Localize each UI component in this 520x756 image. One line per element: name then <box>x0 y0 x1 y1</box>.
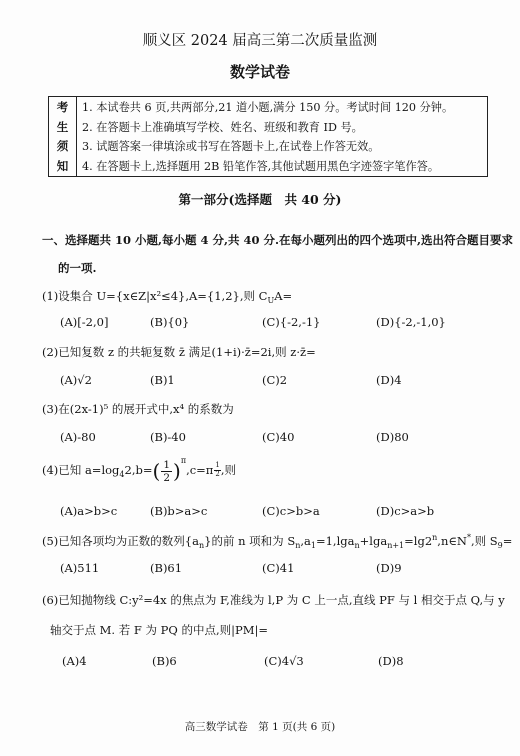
option-a: (A)√2 <box>60 373 92 387</box>
fraction <box>161 459 172 484</box>
notice-label <box>49 97 77 176</box>
option-c: (C)c>b>a <box>262 504 320 518</box>
stem-text: 已知抛物线 C:y²=4x 的焦点为 F,准线为 l,P 为 C 上一点,直线 PF 与 l 相交于点 Q,与 y <box>58 593 505 607</box>
exponent: π <box>180 456 187 465</box>
page-footer: 高三数学试卷 第 1 页(共 6 页) <box>184 721 336 733</box>
exam-title: 顺义区 2024 届高三第二次质量监测 <box>142 33 378 49</box>
stem-text: 已知复数 z 的共轭复数 z̄ 满足(1+i)·z̄=2i,则 z·z̄= <box>58 345 316 359</box>
stem-superscript: * <box>466 533 471 542</box>
notice-item: 1. 本试卷共 6 页,共两部分,21 道小题,满分 150 分。考试时间 120 分钟。 <box>82 101 454 114</box>
option-d: (D){-2,-1,0} <box>376 315 446 329</box>
stem-subscript: n <box>295 541 301 550</box>
question-6-stem-line2: 轴交于点 M. 若 F 为 PQ 的中点,则|PM|= <box>50 623 269 637</box>
stem-text: = <box>502 534 513 548</box>
question-6-options <box>62 653 404 669</box>
left-paren: ( <box>152 459 161 483</box>
notice-label-char: 知 <box>56 158 69 173</box>
option-c: (C)41 <box>262 561 295 575</box>
stem-text: 已知 a=log <box>58 463 120 477</box>
stem-text: 已知各项均为正数的数列{a <box>58 534 199 548</box>
stem-text: ,n∈N <box>437 534 467 548</box>
question-6-stem <box>42 592 505 608</box>
question-3-options <box>60 429 409 445</box>
stem-text: ,a <box>300 534 311 548</box>
notice-item: 4. 在答题卡上,选择题用 2B 铅笔作答,其他试题用黑色字迹签字笔作答。 <box>82 159 440 173</box>
question-2-stem <box>42 344 316 360</box>
right-paren: ) <box>173 459 181 483</box>
exponent-numerator: 1 <box>215 461 220 469</box>
question-1-options <box>60 314 446 330</box>
stem-text: =1,lga <box>315 534 355 548</box>
option-d: (D)9 <box>376 561 402 575</box>
option-b: (B)1 <box>150 373 175 387</box>
question-4-options <box>60 503 434 519</box>
stem-text: =lg2 <box>404 534 433 548</box>
stem-superscript: n <box>432 533 438 542</box>
option-c: (C)40 <box>262 430 295 444</box>
option-b: (B)b>a>c <box>150 504 208 518</box>
option-b: (B)6 <box>152 654 177 668</box>
exponent-denominator: 2 <box>215 469 220 478</box>
fraction-denominator: 2 <box>163 471 170 484</box>
notice-item: 2. 在答题卡上准确填写学校、姓名、班级和教育 ID 号。 <box>82 120 363 134</box>
option-c: (C)2 <box>262 373 288 387</box>
stem-subscript: U <box>267 296 275 305</box>
stem-text: ,c=π <box>186 463 214 477</box>
option-a: (A)4 <box>62 654 87 668</box>
question-4-stem <box>42 455 236 485</box>
stem-subscript: 9 <box>497 541 503 550</box>
notice-label-char: 须 <box>56 139 69 153</box>
notice-label-char: 生 <box>56 119 69 134</box>
stem-text: 2,b= <box>124 463 153 477</box>
question-number: (1) <box>42 289 59 303</box>
option-c: (C)4√3 <box>264 654 304 668</box>
notice-label-char: 考 <box>56 100 69 114</box>
stem-subscript: n <box>198 541 205 550</box>
question-number: (4) <box>42 463 59 477</box>
notice-items <box>82 98 453 176</box>
section-intro-line2: 的一项. <box>58 261 97 275</box>
question-number: (3) <box>42 402 59 416</box>
question-number: (5) <box>42 534 59 548</box>
question-5-options <box>60 560 402 576</box>
option-a: (A)[-2,0] <box>60 315 109 329</box>
question-3-stem <box>42 401 234 417</box>
section-intro-line1: 一、选择题共 10 小题,每小题 4 分,共 40 分.在每小题列出的四个选项中,选出符合题目要求 <box>42 233 514 247</box>
question-1-stem <box>42 288 292 304</box>
option-b: (B){0} <box>150 315 190 329</box>
option-d: (D)8 <box>378 654 404 668</box>
stem-subscript: 1 <box>310 541 316 550</box>
option-a: (A)-80 <box>60 430 96 444</box>
stem-subscript: n <box>354 541 360 550</box>
option-b: (B)61 <box>150 561 183 575</box>
question-5-stem <box>42 533 512 549</box>
stem-text: 设集合 U={x∈Z|x²≤4},A={1,2},则 C <box>58 289 268 303</box>
log-base: 4 <box>119 470 125 479</box>
question-number: (6) <box>42 593 59 607</box>
option-c: (C){-2,-1} <box>262 315 321 329</box>
stem-text: +lga <box>359 534 388 548</box>
exam-subject: 数学试卷 <box>229 63 290 81</box>
option-a: (A)a>b>c <box>60 504 118 518</box>
option-d: (D)80 <box>376 430 409 444</box>
option-d: (D)c>a>b <box>376 504 435 518</box>
stem-text: A= <box>274 289 293 303</box>
stem-text: ,则 S <box>470 534 498 548</box>
notice-box <box>48 96 488 177</box>
stem-subscript: n+1 <box>387 541 405 550</box>
stem-text: 在(2x-1)⁵ 的展开式中,x⁴ 的系数为 <box>58 402 234 416</box>
option-a: (A)511 <box>60 561 100 575</box>
stem-text: }的前 n 项和为 S <box>204 534 296 548</box>
part-heading: 第一部分(选择题 共 40 分) <box>178 192 342 207</box>
fraction-numerator: 1 <box>163 458 170 471</box>
stem-text: ,则 <box>220 463 236 477</box>
option-b: (B)-40 <box>150 430 186 444</box>
option-d: (D)4 <box>376 373 402 387</box>
question-number: (2) <box>42 345 59 359</box>
notice-item: 3. 试题答案一律填涂或书写在答题卡上,在试卷上作答无效。 <box>82 140 380 153</box>
question-2-options <box>60 372 402 388</box>
